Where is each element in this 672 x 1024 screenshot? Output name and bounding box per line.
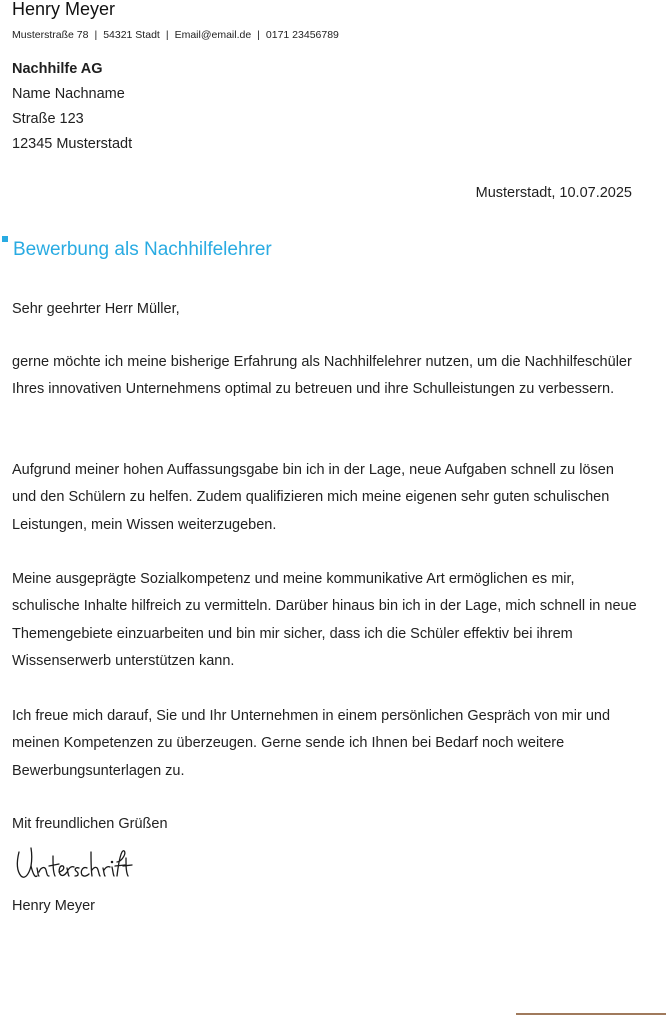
subject-marker [2,236,8,242]
recipient-city: 12345 Musterstadt [12,136,133,152]
body-paragraph: Aufgrund meiner hohen Auffassungsgabe bin ich in der Lage, neue Aufgaben schnell zu lösen und den Schülern zu helfen. Zudem qualifizieren mich meine eigenen sehr guten schulischen Leistungen, mein Wissen weiterzugeben. [12,462,614,533]
sender-contact-line [12,28,339,42]
recipient-street: Straße 123 [12,111,84,127]
recipient-company: Nachhilfe AG [12,61,103,77]
closing: Mit freundlichen Grüßen [12,816,168,832]
letter-subject: Bewerbung als Nachhilfelehrer [13,239,272,260]
recipient-name: Name Nachname [12,86,125,102]
separator: | [165,29,169,41]
body-paragraph: Ich freue mich darauf, Sie und Ihr Unternehmen in einem persönlichen Gespräch von mir und meinen Kompetenzen zu überzeugen. Gerne sende ich Ihnen bei Bedarf noch weitere Bewerbungsunterlagen zu. [12,708,611,779]
sender-street: Musterstraße 78 [12,29,89,41]
letter-date: Musterstadt, 10.07.2025 [475,185,632,201]
body-paragraph: Meine ausgeprägte Sozialkompetenz und meine kommunikative Art ermöglichen es mir, schulische Inhalte hilfreich zu vermitteln. Darüber hinaus bin ich in der Lage, mich schnell in neue Themengebiete einzuarbeiten und bin mir sicher, dass ich die Schüler effektiv bei ihrem Wissenserwerb unterstützen kann. [12,571,637,669]
recipient-address [12,57,132,157]
footer-decorative-line [516,1013,666,1015]
sender-name: Henry Meyer [12,0,116,19]
separator: | [94,29,98,41]
separator: | [257,29,260,41]
sender-email: Email@email.de [174,29,252,41]
handwritten-signature [13,838,133,886]
sender-phone: 0171 23456789 [265,29,339,41]
sender-city: 54321 Stadt [103,29,160,41]
signer-name: Henry Meyer [12,898,95,914]
body-paragraph: gerne möchte ich meine bisherige Erfahrung als Nachhilfelehrer nutzen, um die Nachhilfeschüler Ihres innovativen Unternehmens optimal zu betreuen und ihre Schulleistungen zu verbessern. [12,354,632,398]
salutation: Sehr geehrter Herr Müller, [12,301,180,317]
